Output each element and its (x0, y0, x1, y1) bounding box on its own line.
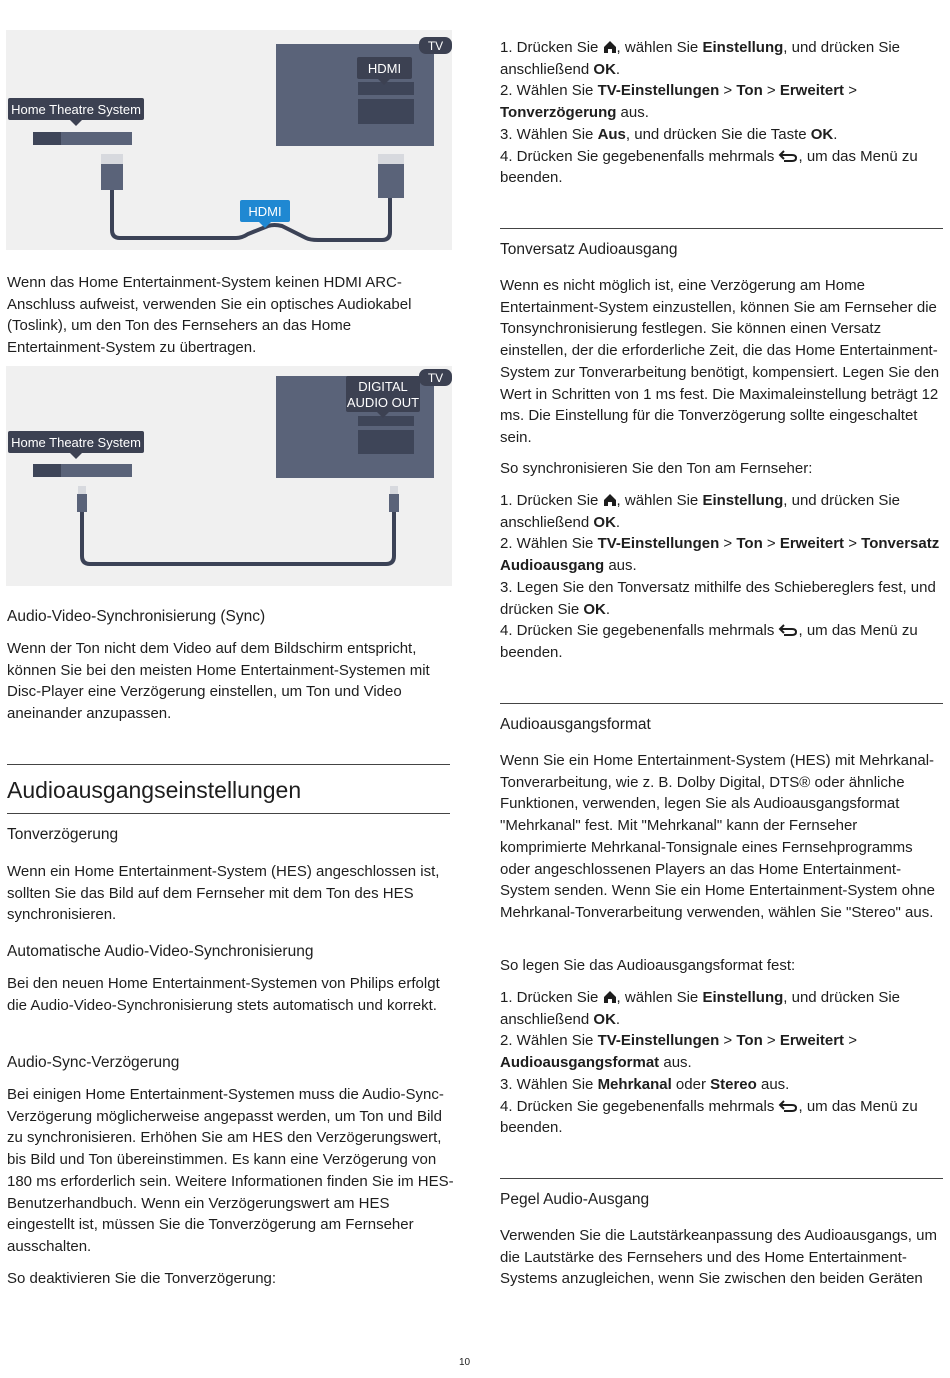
hdmi-plug-left (101, 164, 123, 190)
hdmi-connection-diagram (6, 30, 452, 250)
step-3: 3. Wählen Sie Mehrkanal oder Stereo aus. (500, 1075, 790, 1093)
back-icon (778, 149, 798, 163)
step-3: 3. Wählen Sie Aus, und drücken Sie die Taste OK. (500, 125, 838, 143)
deactivate-intro: So deaktivieren Sie die Tonverzögerung: (7, 1270, 277, 1287)
home-icon (603, 990, 617, 1004)
step-2: 2. Wählen Sie TV-Einstellungen > Ton > Erweitert > Tonverzögerung aus. (500, 82, 857, 122)
versatz-heading: Tonversatz Audioausgang (500, 241, 678, 258)
home-icon (603, 493, 617, 507)
page-number: 10 (459, 1357, 471, 1368)
optical-cable (82, 512, 394, 564)
pegel-paragraph: Verwenden Sie die Lautstärkeanpassung des Audioausgangs, um die Lautstärke des Fernsehers und des Home Entertainment-Systems anzugleichen, wenn Sie zwischen den beiden Geräten (500, 1227, 937, 1288)
hdmi-cable-label: HDMI (248, 204, 282, 219)
avsync-heading: Audio-Video-Synchronisierung (Sync) (7, 608, 266, 625)
avsync-paragraph: Wenn der Ton nicht dem Video auf dem Bildschirm entspricht, können Sie bei den meisten Home Entertainment-Systemen mit Disc-Player eine Verzögerung einstellen, um Ton und Video aneinander anzupassen. (7, 640, 430, 723)
tonverzoegerung-paragraph: Wenn ein Home Entertainment-System (HES) angeschlossen ist, sollten Sie das Bild auf dem Fernseher mit dem Ton des HES synchronisieren. (7, 863, 440, 924)
toslink-paragraph: Wenn das Home Entertainment-System keinen HDMI ARC-Anschluss aufweist, verwenden Sie ein optisches Audiokabel (Toslink), um den Ton des Fernsehers an das Home Entertainment-System zu übertragen. (7, 274, 412, 357)
step-4: 4. Drücken Sie gegebenenfalls mehrmals , um das Menü zu beenden. (500, 622, 918, 661)
steps-tonverzoegerung (500, 37, 940, 189)
section-rule-bottom (7, 813, 450, 814)
audio-sync-paragraph: Bei einigen Home Entertainment-Systemen muss die Audio-Sync-Verzögerung möglicherweise angepasst werden, um Ton und Bild zu synchronisieren. Erhöhen Sie am HES den Verzögerungswert, bis Bild und Ton übereinstimmen. Es kann eine Verzögerung von 180 ms erforderlich sein. Weitere Informationen finden Sie im HES-Benutzerhandbuch. Wenn ein Verzögerungswert am HES eingestellt ist, müssen Sie die Tonverzögerung am Fernseher ausschalten. (7, 1086, 454, 1255)
hdmi-port-label: HDMI (367, 61, 402, 76)
audio-sync-heading: Audio-Sync-Verzögerung (7, 1054, 180, 1071)
versatz-paragraph: Wenn es nicht möglich ist, eine Verzögerung am Home Entertainment-System einzustellen, können Sie am Fernseher die Tonsynchronisierung festlegen. Sie können einen Versatz einstellen, der die erforderliche Zeit, die das Home Entertainment-System zur Tonverarbeitung benötigt, kompensiert. Legen Sie den Wert in Schritten von 1 ms fest. Die Maximaleinstellung beträgt 12 ms. Die Einstellung für die Tonverzögerung sollte eingeschaltet sein. (500, 277, 940, 446)
step-3: 3. Legen Sie den Tonversatz mithilfe des Schiebereglers fest, und drücken Sie OK. (500, 578, 936, 618)
optical-connection-diagram (6, 366, 452, 586)
format-paragraph: Wenn Sie ein Home Entertainment-System (HES) mit Mehrkanal-Tonverarbeitung, wie z. B. Dolby Digital, DTS® oder ähnliche Funktionen, verwenden, legen Sie als Audioausgangsformat "Mehrkanal" fest. Mit "Mehrkanal" kann der Fernseher komprimierte Mehrkanal-Tonsignale eines Fernsehprogramms oder angeschlossenen Players an das Home Entertainment-System senden. Wenn Sie ein Home Entertainment-System ohne Mehrkanal-Tonverarbeitung verwenden, wählen Sie "Stereo" aus. (500, 752, 935, 921)
versatz-intro: So synchronisieren Sie den Ton am Fernseher: (500, 460, 813, 477)
hdmi-plug-right (378, 164, 404, 198)
hts-label: Home Theatre System (11, 102, 141, 117)
tv-badge-label: TV (427, 39, 444, 53)
format-intro: So legen Sie das Audioausgangsformat fest: (500, 957, 796, 974)
optical-diagram-svg (6, 366, 452, 586)
auto-sync-heading: Automatische Audio-Video-Synchronisierung (7, 943, 314, 960)
pegel-heading: Pegel Audio-Ausgang (500, 1191, 650, 1208)
digital-port-label-1: DIGITAL (358, 379, 408, 394)
step-1: 1. Drücken Sie , wählen Sie Einstellung, und drücken Sie anschließend OK. (500, 39, 901, 78)
tonverzoegerung-heading: Tonverzögerung (7, 826, 119, 843)
step-2: 2. Wählen Sie TV-Einstellungen > Ton > Erweitert > Audioausgangsformat aus. (500, 1032, 857, 1072)
digital-port-label-2: AUDIO OUT (346, 395, 420, 410)
section-title: Audioausgangseinstellungen (7, 777, 302, 803)
hts-label: Home Theatre System (11, 435, 141, 450)
back-icon (778, 623, 798, 637)
section-rule-top (7, 764, 450, 765)
auto-sync-paragraph: Bei den neuen Home Entertainment-Systemen von Philips erfolgt die Audio-Video-Synchronisierung stets automatisch und korrekt. (7, 975, 440, 1014)
rule-format (500, 703, 943, 704)
back-icon (778, 1099, 798, 1113)
rule-pegel (500, 1178, 943, 1179)
optical-plug-left (77, 494, 87, 512)
step-4: 4. Drücken Sie gegebenenfalls mehrmals , um das Menü zu beenden. (500, 147, 918, 187)
step-2: 2. Wählen Sie TV-Einstellungen > Ton > Erweitert > Tonversatz Audioausgang aus. (500, 535, 940, 575)
step-4: 4. Drücken Sie gegebenenfalls mehrmals , um das Menü zu beenden. (500, 1097, 918, 1137)
format-heading: Audioausgangsformat (500, 716, 651, 733)
home-icon (603, 40, 617, 54)
step-1: 1. Drücken Sie , wählen Sie Einstellung, und drücken Sie anschließend OK. (500, 492, 901, 531)
optical-plug-right (389, 494, 399, 512)
steps-tonversatz (500, 490, 945, 664)
steps-audioformat (500, 987, 940, 1139)
rule-versatz (500, 228, 943, 229)
tv-badge-label: TV (427, 371, 444, 385)
hdmi-diagram-svg (6, 30, 452, 250)
step-1: 1. Drücken Sie , wählen Sie Einstellung, und drücken Sie anschließend OK. (500, 989, 901, 1028)
